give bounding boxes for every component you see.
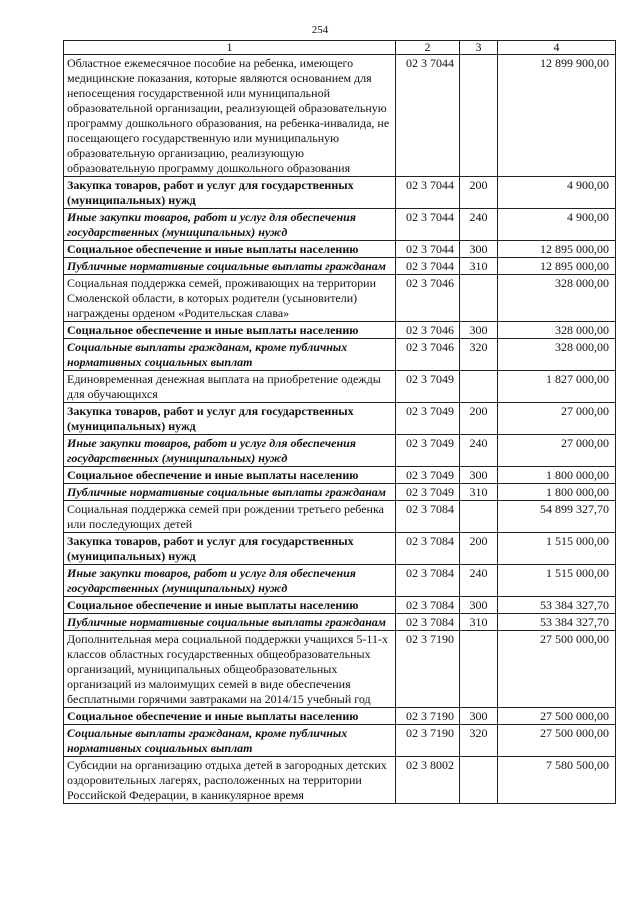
row-amount-cell: 328 000,00 [498, 275, 616, 322]
table-row [64, 209, 616, 241]
row-amount-cell: 27 500 000,00 [498, 631, 616, 708]
table-row [64, 275, 616, 322]
row-expense-type-cell: 200 [460, 533, 498, 565]
row-name-cell: Социальные выплаты гражданам, кроме публичных нормативных социальных выплат [64, 725, 396, 757]
row-expense-type-cell [460, 501, 498, 533]
table-row [64, 484, 616, 501]
row-name-cell: Социальное обеспечение и иные выплаты населению [64, 597, 396, 614]
row-expense-type-cell: 310 [460, 614, 498, 631]
row-name-cell: Закупка товаров, работ и услуг для государственных (муниципальных) нужд [64, 533, 396, 565]
row-expense-type-cell: 300 [460, 467, 498, 484]
table-row [64, 533, 616, 565]
table-row [64, 614, 616, 631]
row-expense-type-cell: 320 [460, 725, 498, 757]
row-name-cell: Дополнительная мера социальной поддержки учащихся 5-11-х классов областных государственных общеобразовательных организаций, муниципальных общеобразовательных организаций из малоимущих семей в виде обеспечения бесплатными горячими завтраками на 2014/15 учебный год [64, 631, 396, 708]
row-name-cell: Социальное обеспечение и иные выплаты населению [64, 241, 396, 258]
row-amount-cell: 4 900,00 [498, 209, 616, 241]
row-expense-type-cell: 200 [460, 403, 498, 435]
row-amount-cell: 1 827 000,00 [498, 371, 616, 403]
row-code-cell: 02 3 7046 [396, 275, 460, 322]
row-amount-cell: 4 900,00 [498, 177, 616, 209]
page-number: 254 [311, 24, 329, 36]
table-row [64, 403, 616, 435]
row-expense-type-cell: 240 [460, 209, 498, 241]
row-code-cell: 02 3 7049 [396, 435, 460, 467]
row-amount-cell: 53 384 327,70 [498, 597, 616, 614]
row-name-cell: Закупка товаров, работ и услуг для государственных (муниципальных) нужд [64, 403, 396, 435]
row-name-cell: Иные закупки товаров, работ и услуг для обеспечения государственных (муниципальных) нужд [64, 209, 396, 241]
row-amount-cell: 27 000,00 [498, 403, 616, 435]
row-name-cell: Публичные нормативные социальные выплаты гражданам [64, 258, 396, 275]
table-row [64, 322, 616, 339]
row-name-cell: Субсидии на организацию отдыха детей в загородных детских оздоровительных лагерях, расположенных на территории Российской Федерации, в каникулярное время [64, 757, 396, 804]
row-name-cell: Иные закупки товаров, работ и услуг для обеспечения государственных (муниципальных) нужд [64, 565, 396, 597]
row-name-cell: Закупка товаров, работ и услуг для государственных (муниципальных) нужд [64, 177, 396, 209]
row-code-cell: 02 3 7190 [396, 631, 460, 708]
row-expense-type-cell: 300 [460, 708, 498, 725]
table-row [64, 708, 616, 725]
table-row [64, 467, 616, 484]
column-header-1: 1 [64, 41, 396, 55]
row-amount-cell: 27 500 000,00 [498, 725, 616, 757]
row-name-cell: Социальная поддержка семей при рождении третьего ребенка или последующих детей [64, 501, 396, 533]
row-code-cell: 02 3 7190 [396, 708, 460, 725]
table-row [64, 725, 616, 757]
row-expense-type-cell: 310 [460, 484, 498, 501]
row-amount-cell: 12 895 000,00 [498, 258, 616, 275]
table-row [64, 241, 616, 258]
row-expense-type-cell: 240 [460, 435, 498, 467]
row-amount-cell: 328 000,00 [498, 322, 616, 339]
column-header-2: 2 [396, 41, 460, 55]
row-code-cell: 02 3 7046 [396, 339, 460, 371]
row-expense-type-cell: 300 [460, 322, 498, 339]
row-code-cell: 02 3 7084 [396, 565, 460, 597]
column-header-3: 3 [460, 41, 498, 55]
table-row [64, 501, 616, 533]
row-amount-cell: 1 515 000,00 [498, 565, 616, 597]
row-amount-cell: 54 899 327,70 [498, 501, 616, 533]
row-amount-cell: 27 500 000,00 [498, 708, 616, 725]
budget-table [63, 40, 616, 804]
table-row [64, 757, 616, 804]
row-name-cell: Социальное обеспечение и иные выплаты населению [64, 322, 396, 339]
row-name-cell: Областное ежемесячное пособие на ребенка, имеющего медицинские показания, которые являются основанием для непосещения государственной или муниципальной образовательной организации, реализующей образовательную программу дошкольного образования, на ребенка-инвалида, не посещающего государственную или муниципальную образовательную организацию, реализующую образовательную программу дошкольного образования [64, 55, 396, 177]
row-expense-type-cell [460, 275, 498, 322]
row-code-cell: 02 3 7084 [396, 597, 460, 614]
row-expense-type-cell [460, 371, 498, 403]
table-row [64, 435, 616, 467]
row-expense-type-cell: 200 [460, 177, 498, 209]
row-code-cell: 02 3 7049 [396, 467, 460, 484]
row-code-cell: 02 3 7049 [396, 403, 460, 435]
table-row [64, 631, 616, 708]
row-expense-type-cell: 240 [460, 565, 498, 597]
row-expense-type-cell [460, 631, 498, 708]
row-code-cell: 02 3 7044 [396, 258, 460, 275]
row-expense-type-cell [460, 757, 498, 804]
row-code-cell: 02 3 7046 [396, 322, 460, 339]
row-code-cell: 02 3 7084 [396, 533, 460, 565]
row-expense-type-cell: 310 [460, 258, 498, 275]
row-name-cell: Единовременная денежная выплата на приобретение одежды для обучающихся [64, 371, 396, 403]
table-row [64, 258, 616, 275]
table-header [64, 41, 616, 55]
row-code-cell: 02 3 7049 [396, 484, 460, 501]
row-expense-type-cell: 300 [460, 597, 498, 614]
row-code-cell: 02 3 7044 [396, 55, 460, 177]
table-row [64, 177, 616, 209]
row-amount-cell: 27 000,00 [498, 435, 616, 467]
row-code-cell: 02 3 7190 [396, 725, 460, 757]
row-name-cell: Социальные выплаты гражданам, кроме публичных нормативных социальных выплат [64, 339, 396, 371]
row-name-cell: Публичные нормативные социальные выплаты гражданам [64, 484, 396, 501]
row-amount-cell: 7 580 500,00 [498, 757, 616, 804]
row-code-cell: 02 3 7044 [396, 209, 460, 241]
row-name-cell: Иные закупки товаров, работ и услуг для обеспечения государственных (муниципальных) нужд [64, 435, 396, 467]
row-amount-cell: 53 384 327,70 [498, 614, 616, 631]
row-amount-cell: 12 895 000,00 [498, 241, 616, 258]
column-header-4: 4 [498, 41, 616, 55]
row-amount-cell: 1 515 000,00 [498, 533, 616, 565]
row-name-cell: Социальное обеспечение и иные выплаты населению [64, 467, 396, 484]
row-expense-type-cell: 300 [460, 241, 498, 258]
table-row [64, 371, 616, 403]
table-row [64, 55, 616, 177]
row-code-cell: 02 3 7044 [396, 177, 460, 209]
row-code-cell: 02 3 8002 [396, 757, 460, 804]
row-code-cell: 02 3 7084 [396, 614, 460, 631]
row-code-cell: 02 3 7044 [396, 241, 460, 258]
row-amount-cell: 12 899 900,00 [498, 55, 616, 177]
table-row [64, 339, 616, 371]
row-name-cell: Социальное обеспечение и иные выплаты населению [64, 708, 396, 725]
row-code-cell: 02 3 7084 [396, 501, 460, 533]
row-name-cell: Социальная поддержка семей, проживающих на территории Смоленской области, в которых родители (усыновители) награждены орденом «Родительская слава» [64, 275, 396, 322]
row-amount-cell: 1 800 000,00 [498, 484, 616, 501]
table-row [64, 565, 616, 597]
table-row [64, 597, 616, 614]
row-name-cell: Публичные нормативные социальные выплаты гражданам [64, 614, 396, 631]
row-amount-cell: 1 800 000,00 [498, 467, 616, 484]
row-code-cell: 02 3 7049 [396, 371, 460, 403]
row-expense-type-cell: 320 [460, 339, 498, 371]
row-amount-cell: 328 000,00 [498, 339, 616, 371]
row-expense-type-cell [460, 55, 498, 177]
